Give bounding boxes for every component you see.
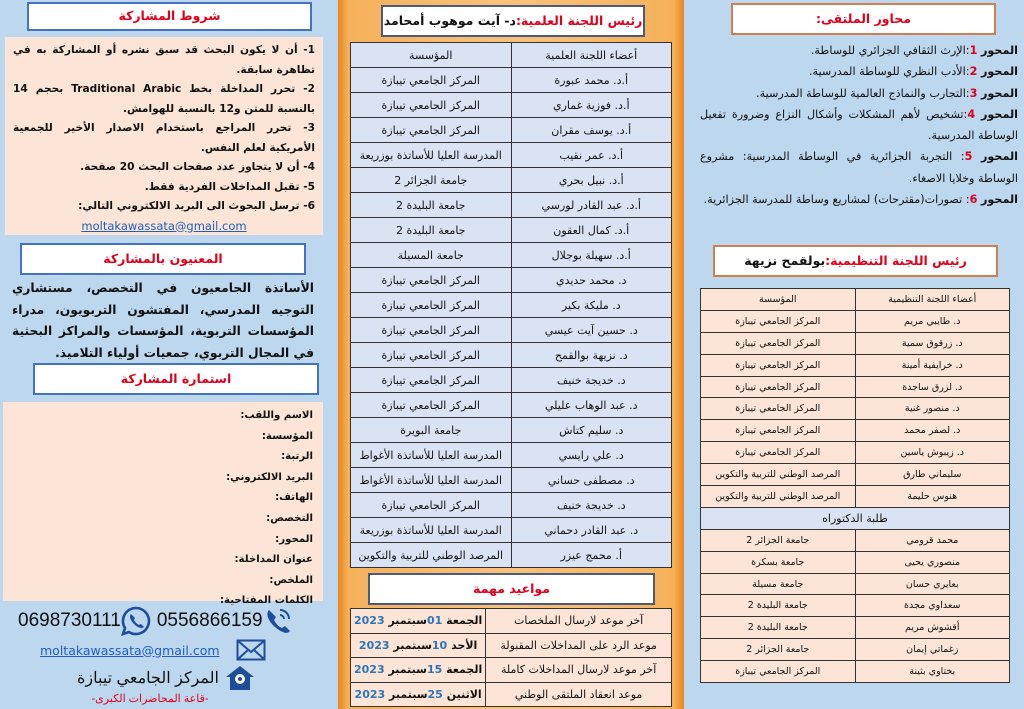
date-day: الجمعة <box>446 663 483 677</box>
column-header: المؤسسة <box>351 43 512 68</box>
member-institution: المركز الجامعي تيبازة <box>351 268 512 293</box>
member-name: أ.د. فوزية غماري <box>511 93 672 118</box>
date-label: موعد الرد على المداخلات المقبولة <box>486 633 672 658</box>
condition-item: 1- أن لا يكون البحث قد سبق نشره أو المشاركة به في تظاهرة سابقة. <box>13 44 315 76</box>
envelope-icon <box>236 639 266 661</box>
member-name: د. خديجة خنيف <box>511 493 672 518</box>
audience-text: الأساتذة الجامعيون في التخصص، مستشاري التوجيه المدرسي، المفتشون التربويون، مدراء المؤسسات التربوية، المؤسسات والمراكز البحثية في المجال التربوي، جمعيات أولياء التلاميذ. <box>12 281 314 360</box>
table-row <box>351 368 672 393</box>
home-location-icon <box>225 665 255 691</box>
member-name: سليماني طارق <box>855 464 1010 486</box>
axis-word: المحور <box>980 44 1018 57</box>
sci-chair-label: رئيس اللجنة العلمية: <box>515 12 643 28</box>
member-name: د. زرقوق سمية <box>855 332 1010 354</box>
table-row <box>351 118 672 143</box>
axis-text: : تصورات(مقترحات) لمشاريع وساطة للمدرسة الجزائرية. <box>703 193 970 207</box>
org-chair-name: بولقمح نزيهة <box>744 252 826 268</box>
member-institution: المرصد الوطني للتربية والتكوين <box>701 464 856 486</box>
member-institution: المركز الجامعي تيبازة <box>701 310 856 332</box>
column-header: المؤسسة <box>701 289 856 311</box>
date-year: 2023 <box>354 687 386 701</box>
axis-text: :الإرث الثقافي الجزائري للوساطة. <box>810 44 970 57</box>
table-row <box>351 293 672 318</box>
member-name: د. نزيهة بوالقمح <box>511 343 672 368</box>
table-row <box>701 398 1010 420</box>
date-day-number: 10 <box>431 638 448 652</box>
member-institution: جامعة البليدة 2 <box>351 218 512 243</box>
axis-word: المحور <box>980 65 1018 79</box>
axes-title: محاور الملتقى: <box>731 3 996 35</box>
form-field-label: الهاتف: <box>275 492 313 504</box>
location-row <box>55 664 255 692</box>
member-institution: المركز الجامعي تيبازة <box>701 420 856 442</box>
member-institution: جامعة البويرة <box>351 418 512 443</box>
member-institution: المركز الجامعي تيبازة <box>701 442 856 464</box>
axes-list <box>700 40 1018 210</box>
table-row <box>351 343 672 368</box>
member-institution: المرصد الوطني للتربية والتكوين <box>701 486 856 508</box>
axis-text: : التجربة الجزائرية في الوساطة المدرسية: مشروع الوساطة وخلايا الاصغاء. <box>700 150 1018 185</box>
condition-item: 4- أن لا يتجاوز عدد صفحات البحث 20 صفحة. <box>80 161 315 173</box>
date-label: آخر موعد لارسال المداخلات كاملة <box>486 658 672 683</box>
member-name: أ.د. عبد القادر لورسي <box>511 193 672 218</box>
student-institution: جامعة البليدة 2 <box>701 595 856 617</box>
date-month: سبتمبر <box>389 687 428 701</box>
table-row <box>351 443 672 468</box>
org-chair-title <box>713 245 998 277</box>
phone-row <box>18 606 318 636</box>
axis-item <box>700 189 1018 210</box>
axis-text: :تشخيص لأهم المشكلات وأشكال النزاع وضرورة تفعيل الوساطة المدرسية. <box>700 107 1018 143</box>
member-institution: المدرسة العليا للأساتذة الأغواط <box>351 443 512 468</box>
table-row <box>351 468 672 493</box>
axis-number: 3 <box>969 86 978 100</box>
member-institution: المركز الجامعي تيبازة <box>351 318 512 343</box>
table-row <box>701 573 1010 595</box>
member-institution: المدرسة العليا للأساتذة بوزريعة <box>351 518 512 543</box>
sci-chair-title <box>381 5 645 37</box>
table-row <box>351 218 672 243</box>
whatsapp-number[interactable]: 0698730111 <box>18 610 121 631</box>
member-name: د. حسين آيت عيسي <box>511 318 672 343</box>
org-chair-label: رئيس اللجنة التنظيمية: <box>825 252 967 268</box>
date-day: الاثنين <box>446 687 482 701</box>
student-institution: جامعة مسيلة <box>701 573 856 595</box>
axis-word: المحور <box>980 150 1018 164</box>
student-name: زغماتي إيمان <box>855 639 1010 661</box>
axis-number: 5 <box>964 150 973 164</box>
form-field-label: الاسم واللقب: <box>240 410 313 421</box>
member-name: د. طايبي مريم <box>855 310 1010 332</box>
member-institution: المركز الجامعي تيبازة <box>351 68 512 93</box>
axis-word: المحور <box>980 86 1018 100</box>
table-row <box>701 529 1010 551</box>
column-header: أعضاء اللجنة العلمية <box>511 43 672 68</box>
table-row <box>351 93 672 118</box>
date-day: الجمعة <box>446 614 483 628</box>
date-value <box>351 658 486 683</box>
member-name: د. خديجة خنيف <box>511 368 672 393</box>
member-name: د. لزرق ساجدة <box>855 376 1010 398</box>
form-field-label: البريد الالكتروني: <box>226 471 313 483</box>
member-name: د. مليكة بكير <box>511 293 672 318</box>
date-year: 2023 <box>354 663 385 677</box>
member-institution: المدرسة العليا للأساتذة الأغواط <box>351 468 512 493</box>
table-row <box>351 268 672 293</box>
condition-item: 6- ترسل البحوث الى البريد الالكتروني التالي: <box>78 200 315 212</box>
table-row <box>701 310 1010 332</box>
contact-email-link[interactable]: moltakawassata@gmail.com <box>40 642 220 658</box>
conditions-box <box>5 37 323 235</box>
table-row <box>351 418 672 443</box>
member-institution: المركز الجامعي تيبازة <box>351 118 512 143</box>
table-row <box>701 551 1010 573</box>
condition-item: 5- تقبل المداخلات الفردية فقط. <box>144 180 315 193</box>
condition-item: 2- تحرر المداخلة بخط Traditional Arabic بحجم 14 بالنسبة للمتن و12 بالنسبة للهوامش. <box>13 83 315 115</box>
phd-title: طلبة الدكتوراه <box>701 507 1010 529</box>
axis-item <box>700 61 1018 82</box>
member-institution: المركز الجامعي تيبازة <box>351 393 512 418</box>
sci-chair-name: د- آيت موهوب أمحامد <box>383 12 516 28</box>
table-row <box>701 442 1010 464</box>
table-row <box>701 376 1010 398</box>
date-day: الأحد <box>451 638 478 652</box>
date-month: سبتمبر <box>388 663 427 677</box>
table-header-row <box>701 289 1010 311</box>
date-row <box>351 609 672 634</box>
form-field-label: المحور: <box>275 533 313 545</box>
form-title: استمارة المشاركة <box>33 363 319 395</box>
column-header: أعضاء اللجنة التنظيمية <box>855 289 1010 311</box>
table-row <box>351 393 672 418</box>
table-row <box>701 464 1010 486</box>
axis-word: المحور <box>980 193 1018 207</box>
member-institution: المركز الجامعي تيبازة <box>701 398 856 420</box>
member-name: أ.د. كمال العقون <box>511 218 672 243</box>
student-institution: جامعة البليدة 2 <box>701 617 856 639</box>
date-year: 2023 <box>358 638 390 652</box>
table-row <box>351 518 672 543</box>
member-institution: جامعة الجزائر 2 <box>351 168 512 193</box>
member-name: د. لصفر محمد <box>855 420 1010 442</box>
member-institution: جامعة المسيلة <box>351 243 512 268</box>
form-field-label: عنوان المداخلة: <box>234 554 313 566</box>
student-name: محمد قرومي <box>855 529 1010 551</box>
table-row <box>701 332 1010 354</box>
table-row <box>351 143 672 168</box>
location-name: المركز الجامعي تيبازة <box>77 670 219 687</box>
conditions-email-link[interactable]: moltakawassata@gmail.com <box>81 218 247 233</box>
condition-item: 3- تحرر المراجع باستخدام الاصدار الأخير للجمعية الأمريكية لعلم النفس. <box>13 122 315 154</box>
axis-number: 4 <box>967 107 976 121</box>
axis-number: 6 <box>969 193 978 207</box>
table-row <box>701 486 1010 508</box>
member-name: هنوس حليمة <box>855 486 1010 508</box>
member-name: د. خرايفية أمينة <box>855 354 1010 376</box>
phone-icon <box>263 606 293 636</box>
table-row <box>701 595 1010 617</box>
member-name: د. مصطفى حساني <box>511 468 672 493</box>
organizing-committee-table <box>700 288 1010 683</box>
member-name: د. عبد الوهاب عليلي <box>511 393 672 418</box>
member-name: د. زيبوش ياسين <box>855 442 1010 464</box>
date-day-number: 01 <box>426 614 443 628</box>
table-row <box>701 420 1010 442</box>
member-institution: المركز الجامعي تيبازة <box>701 332 856 354</box>
important-dates-table <box>350 608 672 707</box>
axis-text: :التجارب والنماذج العالمية للوساطة المدرسية. <box>756 86 970 100</box>
date-day-number: 25 <box>427 687 443 701</box>
date-year: 2023 <box>354 614 385 628</box>
axis-item <box>700 40 1018 61</box>
member-institution: المركز الجامعي تيبازة <box>351 368 512 393</box>
student-name: منصوري يحيى <box>855 551 1010 573</box>
form-field-label: المؤسسة: <box>261 430 313 442</box>
date-month: سبتمبر <box>393 638 432 652</box>
date-value <box>351 682 486 707</box>
member-institution: المركز الجامعي تيبازة <box>351 343 512 368</box>
member-institution: جامعة البليدة 2 <box>351 193 512 218</box>
axis-text: :الأدب النظري للوساطة المدرسية. <box>808 65 970 79</box>
member-name: أ. محمج عيزر <box>511 543 672 568</box>
student-name: بعايري حسان <box>855 573 1010 595</box>
table-row <box>351 318 672 343</box>
axis-word: المحور <box>980 107 1018 121</box>
table-row <box>701 617 1010 639</box>
date-row <box>351 682 672 707</box>
member-institution: المركز الجامعي تيبازة <box>701 376 856 398</box>
student-institution: جامعة الجزائر 2 <box>701 529 856 551</box>
date-label: موعد انعقاد الملتقى الوطني <box>486 682 672 707</box>
member-name: د. منصور غنية <box>855 398 1010 420</box>
member-institution: المرصد الوطني للتربية والتكوين <box>351 543 512 568</box>
form-field-label: التخصص: <box>266 512 313 524</box>
right-panel <box>686 0 1024 709</box>
table-row <box>701 661 1010 683</box>
email-row <box>40 638 280 662</box>
member-institution: المركز الجامعي تيبازة <box>701 354 856 376</box>
student-institution: المركز الجامعي تيبازة <box>701 661 856 683</box>
phone-number[interactable]: 0556866159 <box>156 610 263 631</box>
axis-item <box>700 83 1018 104</box>
member-name: د. عبد القادر دحماني <box>511 518 672 543</box>
form-field-label: الكلمات المفتاحية: <box>219 595 313 607</box>
member-name: أ.د. عمر نقيب <box>511 143 672 168</box>
table-row <box>701 639 1010 661</box>
member-name: أ.د. يوسف مقران <box>511 118 672 143</box>
audience-title: المعنيون بالمشاركة <box>20 243 306 275</box>
phd-subheader-row <box>701 507 1010 529</box>
student-institution: جامعة بسكرة <box>701 551 856 573</box>
member-name: د. سليم كتاش <box>511 418 672 443</box>
student-name: سعداوي مجدة <box>855 595 1010 617</box>
table-row <box>701 354 1010 376</box>
table-row <box>351 493 672 518</box>
student-name: أقشوش مريم <box>855 617 1010 639</box>
member-institution: المركز الجامعي تيبازة <box>351 93 512 118</box>
axis-number: 1 <box>969 44 978 57</box>
conditions-title: شروط المشاركة <box>27 2 312 31</box>
axis-item <box>700 104 1018 147</box>
date-row <box>351 633 672 658</box>
date-row <box>351 658 672 683</box>
whatsapp-icon <box>121 606 151 636</box>
scientific-committee-table <box>350 42 672 568</box>
member-institution: المدرسة العليا للأساتذة بوزريعة <box>351 143 512 168</box>
form-field-label: الملخص: <box>269 574 313 586</box>
table-row <box>351 543 672 568</box>
location-hall: -قاعة المحاضرات الكبرى- <box>91 693 209 705</box>
table-header-row <box>351 43 672 68</box>
table-row <box>351 243 672 268</box>
date-label: آخر موعد لارسال الملخصات <box>486 609 672 634</box>
member-name: أ.د. محمد عبورة <box>511 68 672 93</box>
date-month: سبتمبر <box>388 614 427 628</box>
axis-item <box>700 146 1018 189</box>
date-day-number: 15 <box>426 663 443 677</box>
student-name: بختاوي بثينة <box>855 661 1010 683</box>
member-institution: المركز الجامعي تيبازة <box>351 293 512 318</box>
member-name: أ.د. نبيل بحري <box>511 168 672 193</box>
student-institution: جامعة الجزائر 2 <box>701 639 856 661</box>
table-row <box>351 168 672 193</box>
middle-panel <box>338 0 684 709</box>
axis-number: 2 <box>969 65 978 79</box>
member-institution: المركز الجامعي تيبازة <box>351 493 512 518</box>
form-field-label: الرتبة: <box>281 451 313 463</box>
table-row <box>351 193 672 218</box>
dates-title: مواعيد مهمة <box>368 573 655 605</box>
date-value <box>351 609 486 634</box>
date-value <box>351 633 486 658</box>
member-name: أ.د. سهيلة بوجلال <box>511 243 672 268</box>
member-name: د. محمد حديدي <box>511 268 672 293</box>
participation-form <box>3 402 323 607</box>
table-row <box>351 68 672 93</box>
left-panel <box>0 0 332 709</box>
member-name: د. علي رايسي <box>511 443 672 468</box>
